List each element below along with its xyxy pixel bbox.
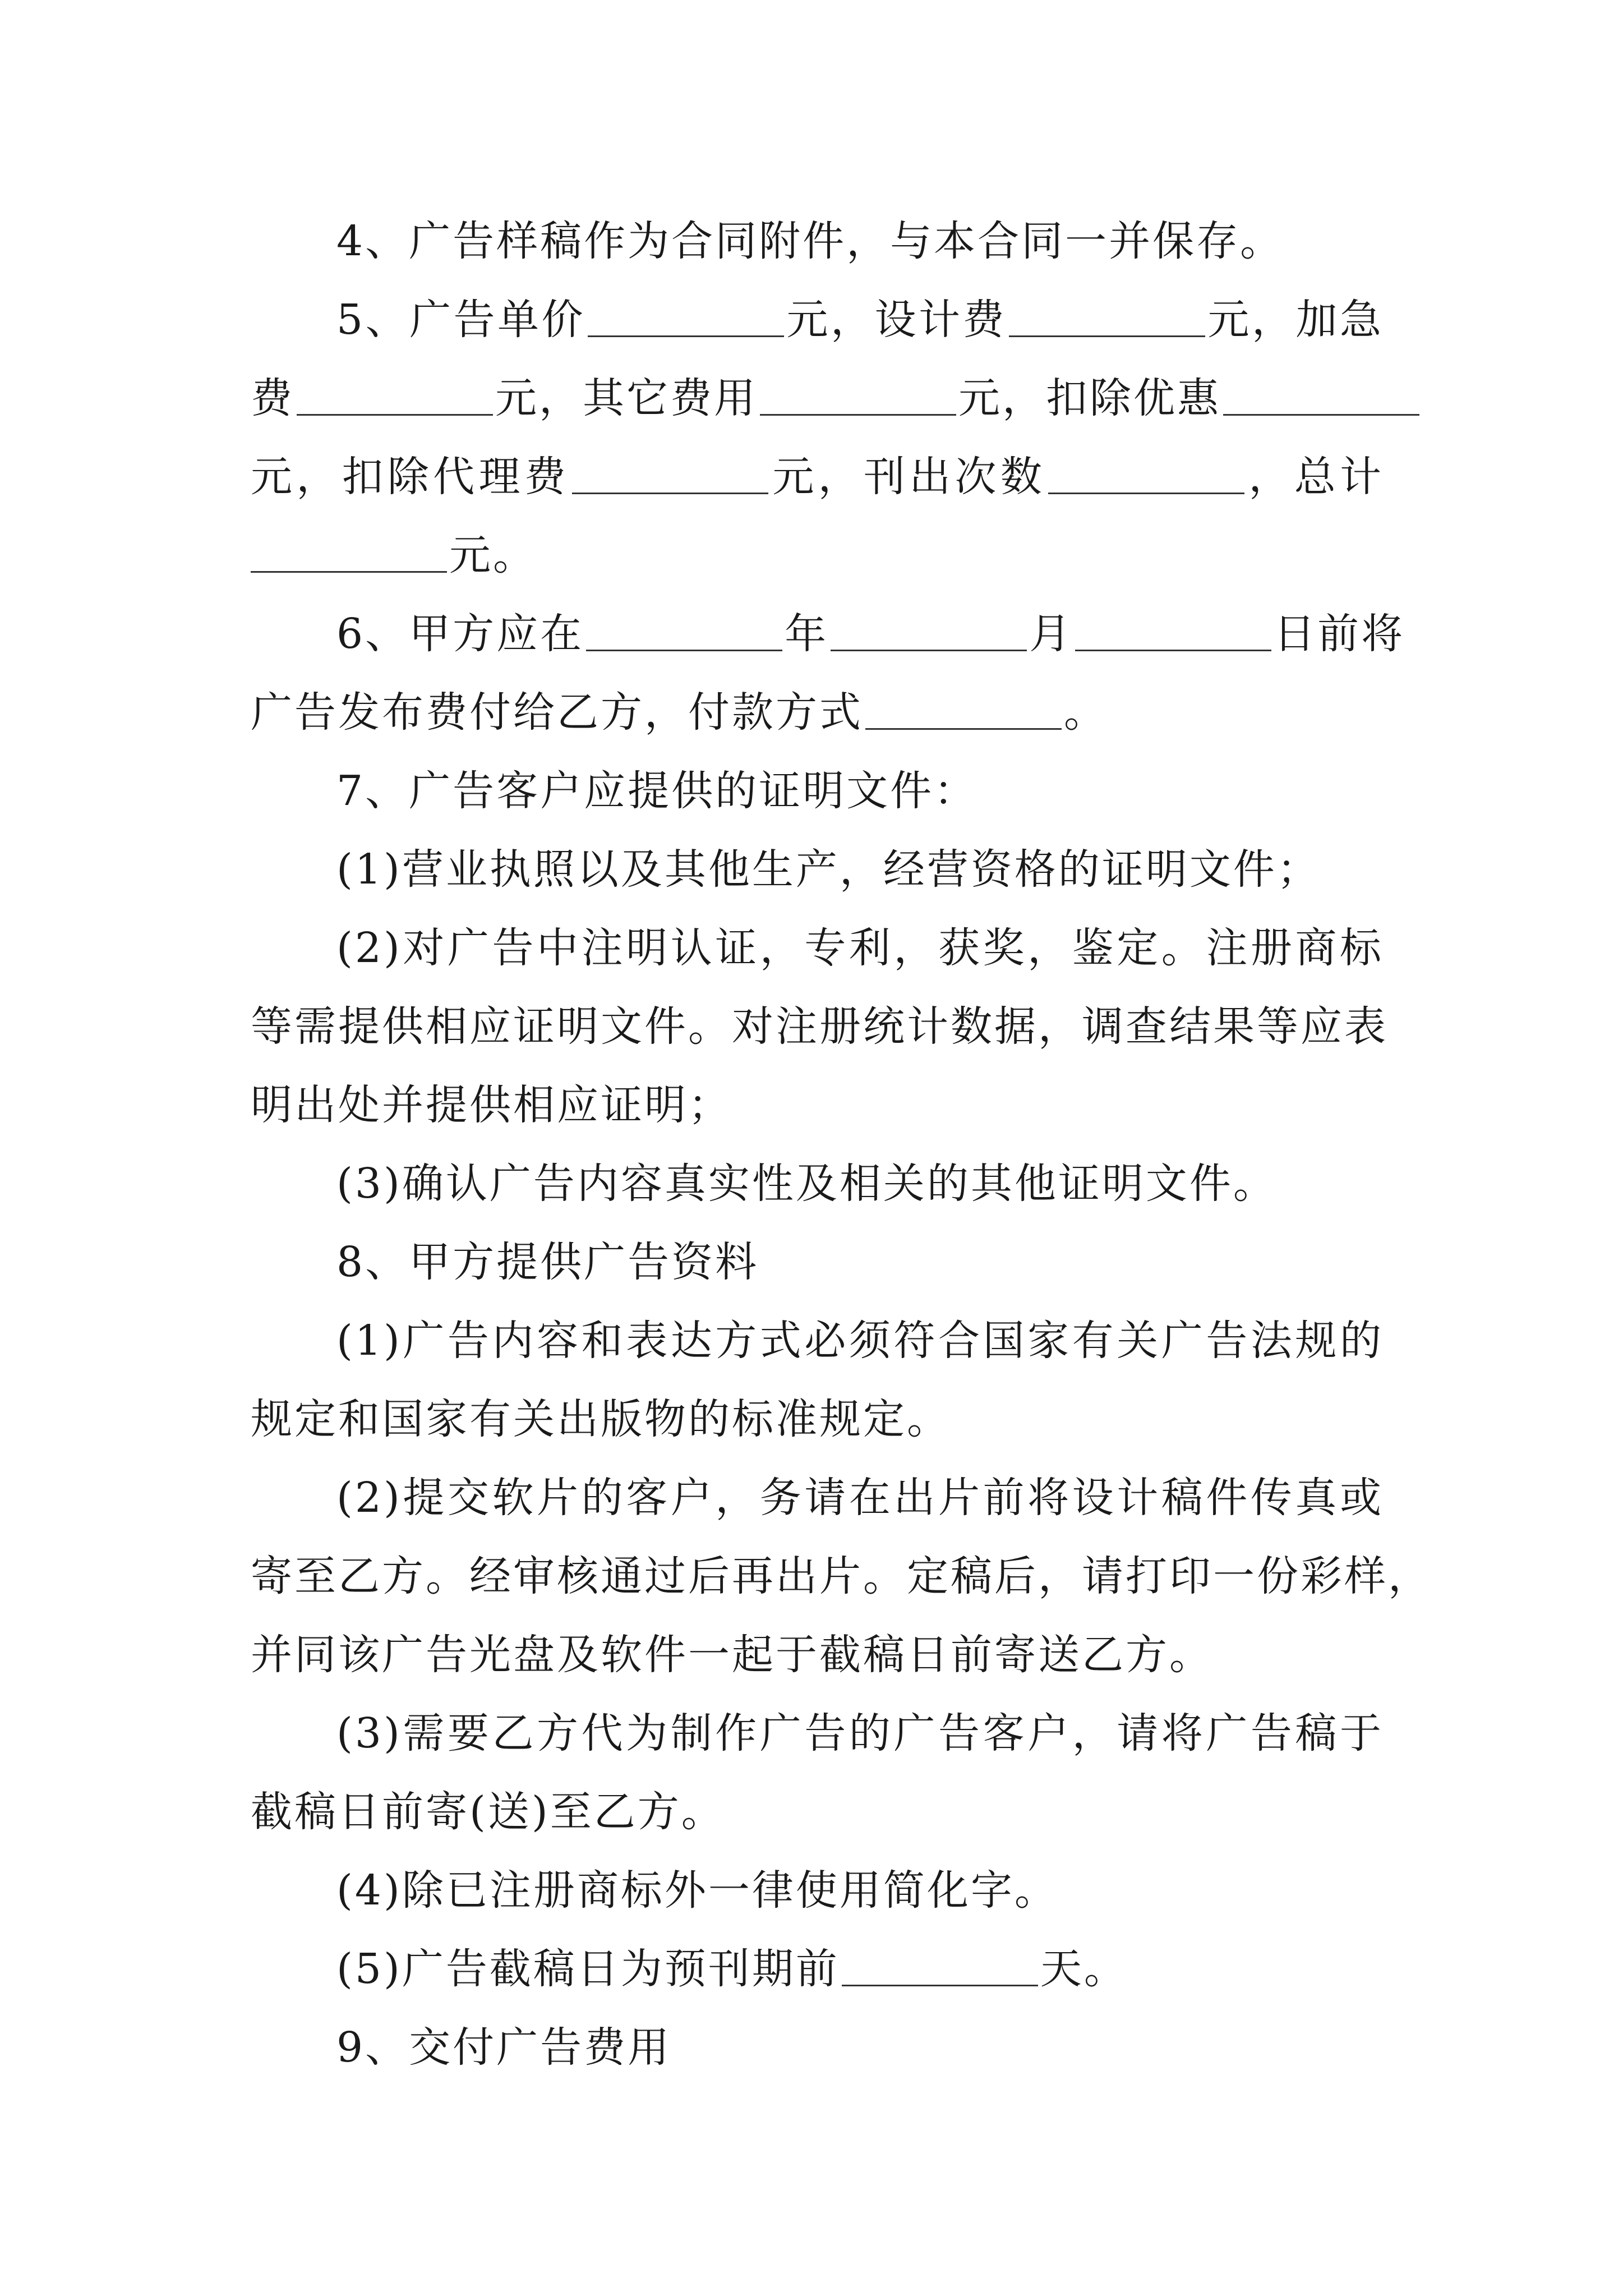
line-item-7-3: (3)确认广告内容真实性及相关的其他证明文件。	[336, 1159, 1277, 1208]
line-item-8-2: (2)提交软片的客户，务请在出片前将设计稿件传真或	[336, 1474, 1384, 1522]
line-item-8-5: (5)广告截稿日为预刊期前 天。	[336, 1945, 1128, 1993]
line-item-9: 9、交付广告费用	[336, 2023, 672, 2072]
other-fee-blank[interactable]	[760, 375, 956, 416]
line-item-5-fees: 费 元，其它费用 元，扣除优惠	[251, 370, 1384, 426]
line-item-7-2: (2)对广告中注明认证，专利，获奖，鉴定。注册商标	[336, 924, 1384, 972]
month-blank[interactable]	[831, 610, 1027, 651]
line-item-6-payment: 广告发布费付给乙方，付款方式 。	[251, 688, 1108, 737]
line-item-6-date: 6、甲方应在 年 月 日前将	[336, 610, 1405, 658]
deadline-days-blank[interactable]	[842, 1945, 1038, 1986]
day-blank[interactable]	[1075, 610, 1271, 651]
line-item-8-2-end: 并同该广告光盘及软件一起于截稿日前寄送乙方。	[251, 1631, 1213, 1679]
line-item-8-3-end: 截稿日前寄(送)至乙方。	[251, 1788, 725, 1836]
line-item-4: 4、广告样稿作为合同附件，与本合同一并保存。	[336, 217, 1284, 265]
agency-fee-blank[interactable]	[572, 453, 768, 494]
line-item-8-4: (4)除已注册商标外一律使用简化字。	[336, 1866, 1058, 1915]
line-item-8-2-cont: 寄至乙方。经审核通过后再出片。定稿后，请打印一份彩样，	[251, 1552, 1432, 1600]
payment-method-blank[interactable]	[865, 689, 1062, 730]
line-item-8-3: (3)需要乙方代为制作广告的广告客户，请将广告稿于	[336, 1709, 1384, 1757]
line-item-5-total: 元。	[251, 527, 1384, 583]
design-fee-blank[interactable]	[1009, 296, 1205, 337]
publish-count-blank[interactable]	[1048, 453, 1244, 494]
line-item-5-price: 5、广告单价 元，设计费 元，加急	[336, 296, 1384, 344]
discount-blank[interactable]	[1223, 375, 1419, 416]
line-item-7-2-cont: 等需提供相应证明文件。对注册统计数据，调查结果等应表	[251, 1002, 1388, 1051]
rush-fee-blank[interactable]	[297, 375, 493, 416]
line-item-7-2-end: 明出处并提供相应证明；	[251, 1081, 732, 1129]
unit-price-blank[interactable]	[588, 296, 784, 337]
line-item-7: 7、广告客户应提供的证明文件：	[336, 767, 978, 815]
line-item-8-1-end: 规定和国家有关出版物的标准规定。	[251, 1395, 951, 1443]
line-item-7-1: (1)营业执照以及其他生产，经营资格的证明文件；	[336, 845, 1321, 894]
line-item-5-agency: 元，扣除代理费 元，刊出次数 ，总计	[251, 453, 1384, 501]
year-blank[interactable]	[586, 610, 782, 651]
total-blank[interactable]	[251, 532, 447, 573]
line-item-8-1: (1)广告内容和表达方式必须符合国家有关广告法规的	[336, 1317, 1384, 1365]
line-item-8: 8、甲方提供广告资料	[336, 1238, 759, 1286]
